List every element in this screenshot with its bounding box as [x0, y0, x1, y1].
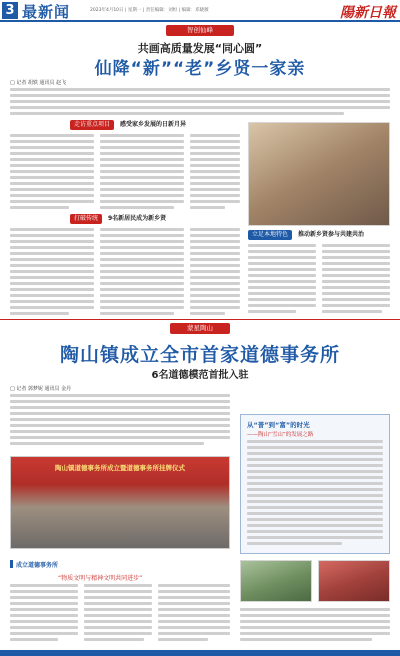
top-section-2-heading	[70, 214, 166, 224]
top-story-byline: □ 记者 胡轶 通讯员 赵飞	[10, 80, 67, 86]
top-col-3	[190, 134, 240, 212]
bottom-photo-1	[240, 560, 312, 602]
top-col-4	[10, 228, 94, 316]
masthead	[0, 0, 400, 22]
top-col-6	[190, 228, 240, 316]
bottom-story-subhead: 6名道德模范首批入驻	[151, 370, 249, 381]
bottom-section-heading	[10, 560, 58, 570]
sidebar-text	[247, 440, 383, 550]
bottom-section-bar	[10, 560, 13, 568]
top-story-headline: 仙降“新”“老”乡贤一家亲	[94, 59, 306, 79]
bottom-col-2	[84, 584, 152, 646]
top-col-5	[100, 228, 184, 316]
ceremony-banner-text: 陶山镇道德事务所成立暨道德事务所挂牌仪式	[55, 464, 185, 472]
top-section-3-tag: 立足本地特色	[248, 230, 292, 240]
sidebar-subtitle: ——陶山“雪山”的发展之路	[247, 432, 314, 438]
bottom-col-4	[240, 608, 390, 646]
top-story-subhead: 共画高质量发展“同心圆”	[137, 42, 263, 55]
bottom-section-subtitle: “物质文明与精神文明共同进步”	[58, 575, 143, 582]
top-col-8	[322, 244, 390, 316]
top-section-1-heading	[70, 120, 186, 130]
bottom-section-title: 成立道德事务所	[16, 562, 59, 569]
top-col-2	[100, 134, 184, 212]
top-section-3-heading	[248, 230, 364, 240]
bottom-story-kicker: 蒙星陶山	[170, 323, 230, 334]
section-title: 最新闻	[22, 3, 71, 21]
footer-bar	[0, 650, 400, 656]
top-col-1	[10, 134, 94, 212]
page-number: 3	[2, 2, 18, 19]
top-story-kicker: 智创仙峰	[166, 25, 234, 36]
top-section-1-tag: 走访重点项目	[70, 120, 114, 130]
top-section-3-text: 推动新乡贤参与共建共治	[297, 231, 364, 238]
top-story-photo-group	[248, 122, 390, 226]
newspaper-brand: 陽新日報	[340, 5, 396, 21]
top-section-2-text: 9名新居民成为新乡贤	[107, 215, 167, 222]
bottom-story-headline: 陶山镇成立全市首家道德事务所	[59, 344, 340, 366]
bottom-story-intro	[10, 394, 230, 452]
bottom-photo-2	[318, 560, 390, 602]
top-col-7	[248, 244, 316, 316]
bottom-col-1	[10, 584, 78, 646]
bottom-col-3	[158, 584, 230, 646]
story-divider	[0, 319, 400, 320]
top-story-intro	[10, 88, 390, 118]
top-section-1-text: 感受家乡发展的日新月异	[119, 121, 186, 128]
top-section-2-tag: 打破传统	[70, 214, 102, 224]
bottom-story-byline: □ 记者 郭梦妮 通讯员 金丹	[10, 386, 72, 392]
issue-meta: 2023年4月10日 | 星期一 | 责任编辑：刘恒 | 编辑：邓晓薇	[90, 8, 209, 13]
sidebar-title: 从“普”到“富”的时光	[247, 421, 310, 429]
